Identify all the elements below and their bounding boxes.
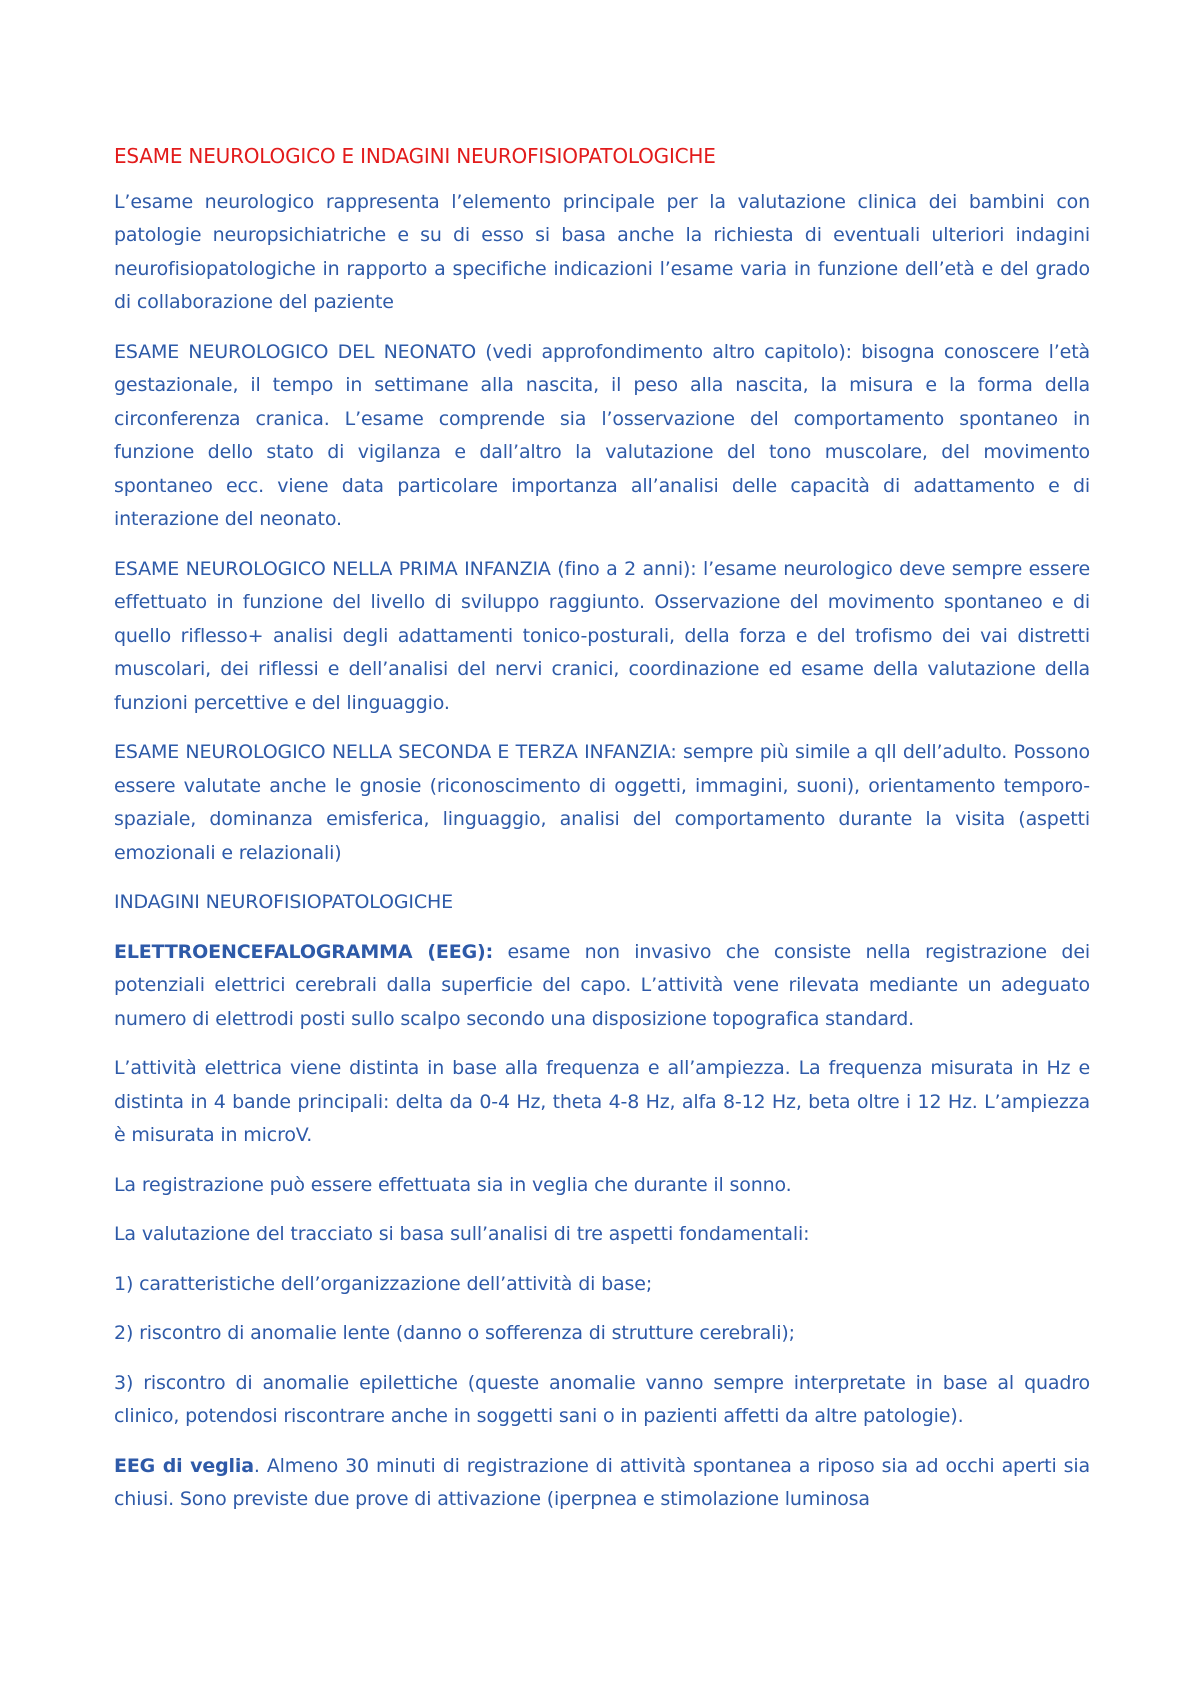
valutazione-paragraph: La valutazione del tracciato si basa sull’analisi di tre aspetti fondamentali: (114, 1223, 810, 1245)
seconda-infanzia-paragraph: ESAME NEUROLOGICO NELLA SECONDA E TERZA INFANZIA: sempre più simile a qll dell’adulto. Possono essere valutate anche le gnosie (riconoscimento di oggetti, immagini, suoni), orientamento temporo-spaziale, dominanza emisferica, linguaggio, analisi del comportamento durante la visita (aspetti emozionali e relazionali) (114, 741, 1090, 864)
list-item-2: 2) riscontro di anomalie lente (danno o sofferenza di strutture cerebrali); (114, 1322, 795, 1344)
veglia-paragraph (114, 1450, 1090, 1517)
neonato-paragraph: ESAME NEUROLOGICO DEL NEONATO (vedi approfondimento altro capitolo): bisogna conoscere l’età gestazionale, il tempo in settimane alla nascita, il peso alla nascita, la misura e la forma della circonferenza cranica. L’esame comprende sia l’osservazione del comportamento spontaneo in funzione dello stato di vigilanza e dall’altro la valutazione del tono muscolare, del movimento spontaneo ecc. viene data particolare importanza all’analisi delle capacità di adattamento e di interazione del neonato. (114, 340, 1090, 530)
intro-paragraph: L’esame neurologico rappresenta l’elemento principale per la valutazione clinica dei bambini con patologie neuropsichiatriche e su di esso si basa anche la richiesta di eventuali ulteriori indagini neurofisiopatologiche in rapporto a specifiche indicazioni l’esame varia in funzione dell’età e del grado di collaborazione del paziente (114, 190, 1090, 313)
indagini-heading: INDAGINI NEUROFISIOPATOLOGICHE (114, 891, 453, 913)
veglia-term: EEG di veglia (114, 1454, 254, 1477)
prima-infanzia-paragraph: ESAME NEUROLOGICO NELLA PRIMA INFANZIA (fino a 2 anni): l’esame neurologico deve sempre essere effettuato in funzione del livello di sviluppo raggiunto. Osservazione del movimento spontaneo e di quello riflesso+ analisi degli adattamenti tonico-posturali, della forza e del trofismo dei vai distretti muscolari, dei riflessi e dell’analisi del nervi cranici, coordinazione ed esame della valutazione della funzioni percettive e del linguaggio. (114, 557, 1090, 714)
eeg-paragraph (114, 936, 1090, 1037)
attivita-paragraph: L’attività elettrica viene distinta in base alla frequenza e all’ampiezza. La frequenza misurata in Hz e distinta in 4 bande principali: delta da 0-4 Hz, theta 4-8 Hz, alfa 8-12 Hz, beta oltre i 12 Hz. L’ampiezza è misurata in microV. (114, 1057, 1090, 1146)
registrazione-paragraph: La registrazione può essere effettuata sia in veglia che durante il sonno. (114, 1173, 792, 1196)
list-item-3: 3) riscontro di anomalie epilettiche (queste anomalie vanno sempre interpretate in base al quadro clinico, potendosi riscontrare anche in soggetti sani o in pazienti affetti da altre patologie). (114, 1371, 1090, 1427)
veglia-text: . Almeno 30 minuti di registrazione di attività spontanea a riposo sia ad occhi aperti sia chiusi. Sono previste due prove di attivazione (iperpnea e stimolazione luminosa (114, 1454, 1090, 1510)
list-item-1: 1) caratteristiche dell’organizzazione dell’attività di base; (114, 1272, 653, 1295)
eeg-text: esame non invasivo che consiste nella registrazione dei potenziali elettrici cerebrali dalla superficie del capo. L’attività vene rilevata mediante un adeguato numero di elettrodi posti sullo scalpo secondo una disposizione topografica standard. (114, 940, 1090, 1030)
eeg-term: ELETTROENCEFALOGRAMMA (EEG): (114, 940, 494, 963)
document-title: ESAME NEUROLOGICO E INDAGINI NEUROFISIOPATOLOGICHE (114, 144, 716, 168)
document-page (114, 140, 1090, 1533)
